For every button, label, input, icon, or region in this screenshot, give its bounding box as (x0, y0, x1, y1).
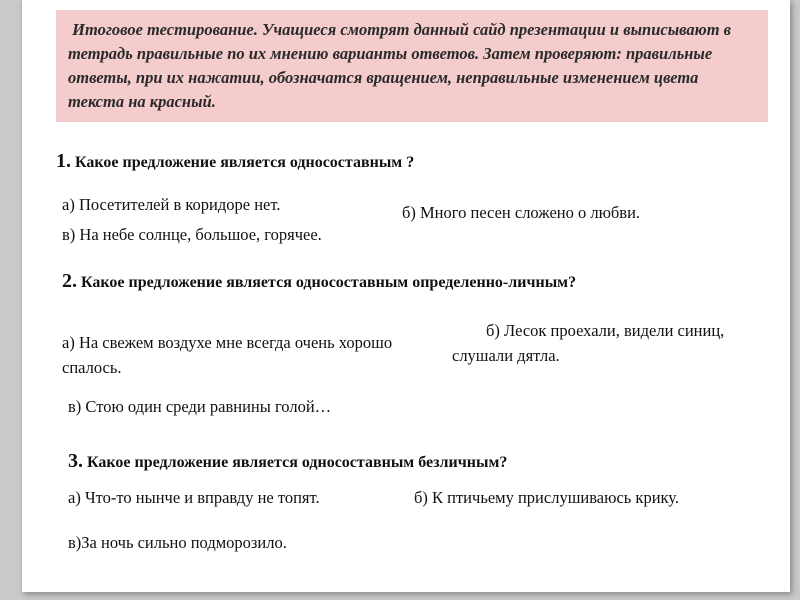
question-2 (62, 270, 662, 294)
instruction-text: Итоговое тестирование. Учащиеся смотрят данный сайд презентации и выписывают в тетрадь правильные по их мнению варианты ответов. Затем проверяют: правильные ответы, при их нажатии, обозначатся вращением, неправильные изменением цвета текста на красный. (68, 20, 732, 111)
answer-2a[interactable]: а) На свежем воздухе мне всегда очень хорошо спалось. (62, 333, 393, 377)
question-3 (68, 450, 688, 474)
instruction-box (56, 10, 768, 122)
answer-1c[interactable]: в) На небе солнце, большое, горячее. (62, 225, 322, 244)
answer-2b[interactable]: б) Лесок проехали, видели синиц, слушали дятла. (452, 321, 725, 365)
question-3-text: Какое предложение является односоставным безличным? (87, 454, 508, 471)
question-1-text: Какое предложение является односоставным ? (75, 154, 415, 171)
answer-3b[interactable]: б) К птичьему прислушиваюсь крику. (414, 488, 680, 507)
answer-1b[interactable]: б) Много песен сложено о любви. (402, 203, 641, 222)
answer-3a[interactable]: а) Что-то нынче и вправду не топят. (68, 488, 320, 507)
slide (22, 0, 790, 592)
answer-2c[interactable]: в) Стою один среди равнины голой… (68, 397, 332, 416)
question-3-number: 3. (68, 450, 83, 472)
question-1 (56, 150, 756, 174)
answer-1a[interactable]: а) Посетителей в коридоре нет. (62, 195, 281, 214)
answer-3c[interactable]: в)За ночь сильно подморозило. (68, 533, 287, 552)
question-2-number: 2. (62, 270, 77, 292)
question-1-number: 1. (56, 150, 71, 172)
question-2-text: Какое предложение является односоставным определенно-личным? (81, 274, 577, 291)
